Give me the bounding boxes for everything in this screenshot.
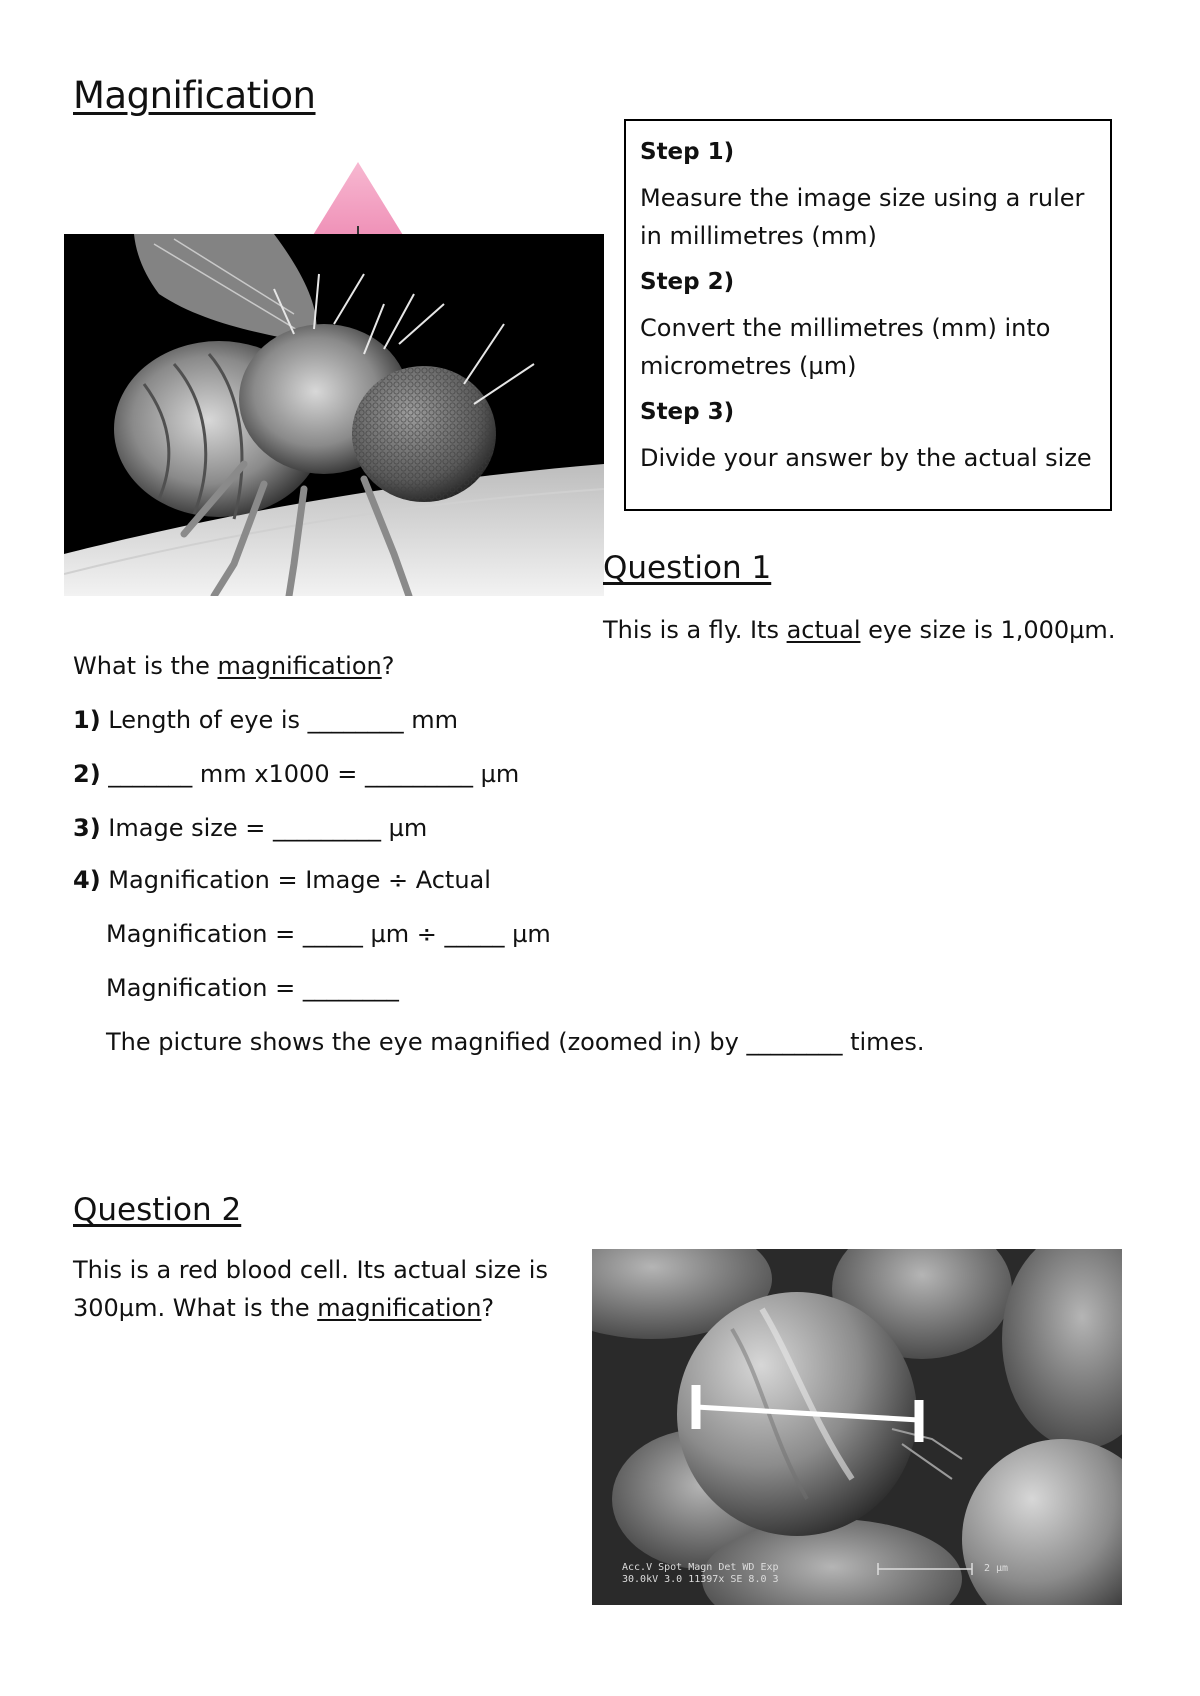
question2-line-2-b: ? <box>481 1294 495 1322</box>
step1-label: Step 1) <box>640 139 735 165</box>
step3-text: Divide your answer by the actual size <box>640 444 1092 472</box>
question1-prompt-mag: magnification <box>217 652 382 680</box>
line-number: 4) <box>73 866 101 894</box>
question1-sub-line-3: The picture shows the eye magnified (zoomed in) by ________ times. <box>106 1028 925 1056</box>
question2-line-2 <box>73 1294 494 1322</box>
page-title: Magnification <box>73 74 316 117</box>
line-number: 3) <box>73 814 101 842</box>
steps-box <box>624 119 1112 511</box>
question1-line-1 <box>73 706 458 734</box>
question1-prompt-a: What is the <box>73 652 218 680</box>
question1-line-3 <box>73 814 427 842</box>
question1-heading: Question 1 <box>603 550 772 586</box>
question1-intro-a: This is a fly. Its <box>603 616 787 644</box>
question1-prompt-b: ? <box>381 652 395 680</box>
question1-intro <box>603 616 1115 644</box>
question1-intro-b: eye size is 1,000µm. <box>860 616 1116 644</box>
question2-line-1: This is a red blood cell. Its actual size is <box>73 1256 548 1284</box>
question1-sub-line-2: Magnification = ________ <box>106 974 399 1002</box>
sem-scale-label: 2 µm <box>984 1563 1009 1574</box>
question1-intro-actual: actual <box>786 616 861 644</box>
question1-line-2 <box>73 760 519 788</box>
line-text: Magnification = Image ÷ Actual <box>100 866 491 894</box>
line-number: 2) <box>73 760 101 788</box>
fly-sem-photo <box>64 234 604 596</box>
sem-info-values: 30.0kV 3.0 11397x SE 8.0 3 <box>622 1574 779 1585</box>
step2-text: Convert the millimetres (mm) into micrometres (µm) <box>640 314 1051 380</box>
line-number: 1) <box>73 706 101 734</box>
red-blood-cell-sem-photo <box>592 1249 1122 1605</box>
question2-line-2-a: 300µm. What is the <box>73 1294 318 1322</box>
step3-label: Step 3) <box>640 399 735 425</box>
question2-heading: Question 2 <box>73 1192 242 1228</box>
step1-text: Measure the image size using a ruler in millimetres (mm) <box>640 184 1085 250</box>
triangle-diagram <box>308 160 408 240</box>
line-text: Length of eye is ________ mm <box>100 706 459 734</box>
step2-label: Step 2) <box>640 269 735 295</box>
sem-info-labels: Acc.V Spot Magn Det WD Exp <box>622 1562 779 1573</box>
line-text: Image size = _________ µm <box>100 814 428 842</box>
question1-prompt <box>73 652 394 680</box>
question1-line-4 <box>73 866 491 894</box>
question1-sub-line-1: Magnification = _____ µm ÷ _____ µm <box>106 920 551 948</box>
sem-info-block <box>622 1562 779 1586</box>
line-text: _______ mm x1000 = _________ µm <box>100 760 520 788</box>
question2-line-2-mag: magnification <box>317 1294 482 1322</box>
